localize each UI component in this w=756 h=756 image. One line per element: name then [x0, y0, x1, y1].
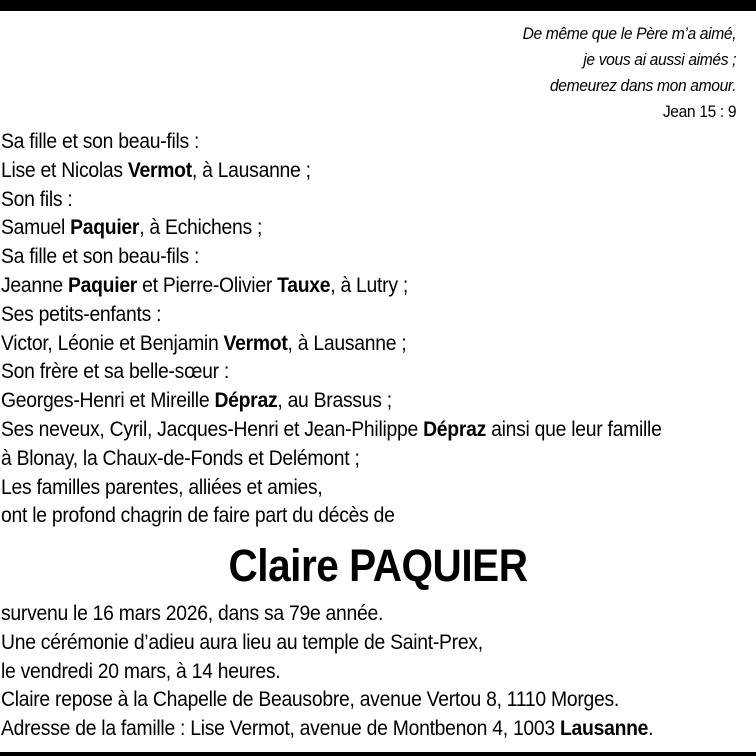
family-line: Les familles parentes, alliées et amies,: [1, 474, 323, 499]
text-segment: .: [648, 716, 654, 741]
family-line: [1, 213, 662, 242]
bible-verse: [522, 21, 736, 125]
verse-line: demeurez dans mon amour.: [549, 76, 736, 95]
details-line: survenu le 16 mars 2026, dans sa 79e année.: [1, 601, 384, 625]
family-line: Son fils :: [1, 186, 73, 211]
family-line: Sa fille et son beau-fils :: [1, 244, 200, 269]
surname: Dépraz: [214, 388, 278, 413]
text-segment: et Pierre-Olivier: [137, 272, 278, 297]
verse-line: je vous ai aussi aimés ;: [583, 50, 736, 69]
bottom-rule: [0, 752, 756, 756]
family-line: ont le profond chagrin de faire part du décès de: [1, 503, 395, 528]
surname: Paquier: [67, 272, 138, 297]
surname: Tauxe: [277, 272, 331, 297]
details-line: Claire repose à la Chapelle de Beausobre, avenue Vertou 8, 1110 Morges.: [1, 687, 620, 712]
verse-line: De même que le Père m’a aimé,: [522, 24, 736, 43]
text-segment: Lise et Nicolas: [1, 157, 128, 182]
surname: Vermot: [223, 330, 288, 355]
text-segment: , à Echichens ;: [139, 215, 263, 240]
text-segment: , à Lausanne ;: [191, 157, 311, 182]
text-segment: ainsi que leur famille: [486, 416, 662, 441]
family-line: [1, 386, 662, 415]
family-line: Ses petits-enfants :: [1, 301, 162, 326]
city-name: Lausanne: [560, 716, 649, 741]
text-segment: , au Brassus ;: [277, 388, 392, 413]
details-line: Une cérémonie d’adieu aura lieu au temple de Saint-Prex,: [1, 629, 483, 654]
surname: Vermot: [127, 157, 192, 182]
text-segment: Georges-Henri et Mireille: [1, 388, 215, 413]
text-segment: Victor, Léonie et Benjamin: [1, 330, 224, 355]
surname: Paquier: [70, 215, 140, 240]
family-line: [1, 271, 662, 300]
family-line: [1, 415, 662, 444]
family-announcement: [1, 127, 662, 530]
text-segment: Samuel: [1, 215, 71, 240]
text-segment: , à Lausanne ;: [287, 330, 407, 355]
family-line: [1, 329, 662, 358]
verse-reference: Jean 15 : 9: [662, 102, 736, 121]
family-line: Sa fille et son beau-fils :: [1, 129, 200, 153]
text-segment: Jeanne: [1, 272, 68, 297]
text-segment: Adresse de la famille : Lise Vermot, avenue de Montbenon 4, 1003: [1, 716, 561, 741]
deceased-name: Claire PAQUIER: [228, 540, 528, 591]
family-line: Son frère et sa belle-sœur :: [1, 359, 229, 384]
details-line: le vendredi 20 mars, à 14 heures.: [1, 658, 281, 683]
details-line: [1, 714, 653, 743]
surname: Dépraz: [423, 416, 487, 441]
family-line: [1, 156, 662, 185]
top-rule: [0, 0, 756, 11]
funeral-details: [1, 599, 653, 743]
text-segment: Ses neveux, Cyril, Jacques-Henri et Jean-Philippe: [1, 416, 424, 441]
text-segment: , à Lutry ;: [330, 272, 408, 297]
family-line: à Blonay, la Chaux-de-Fonds et Delémont ;: [1, 445, 360, 470]
